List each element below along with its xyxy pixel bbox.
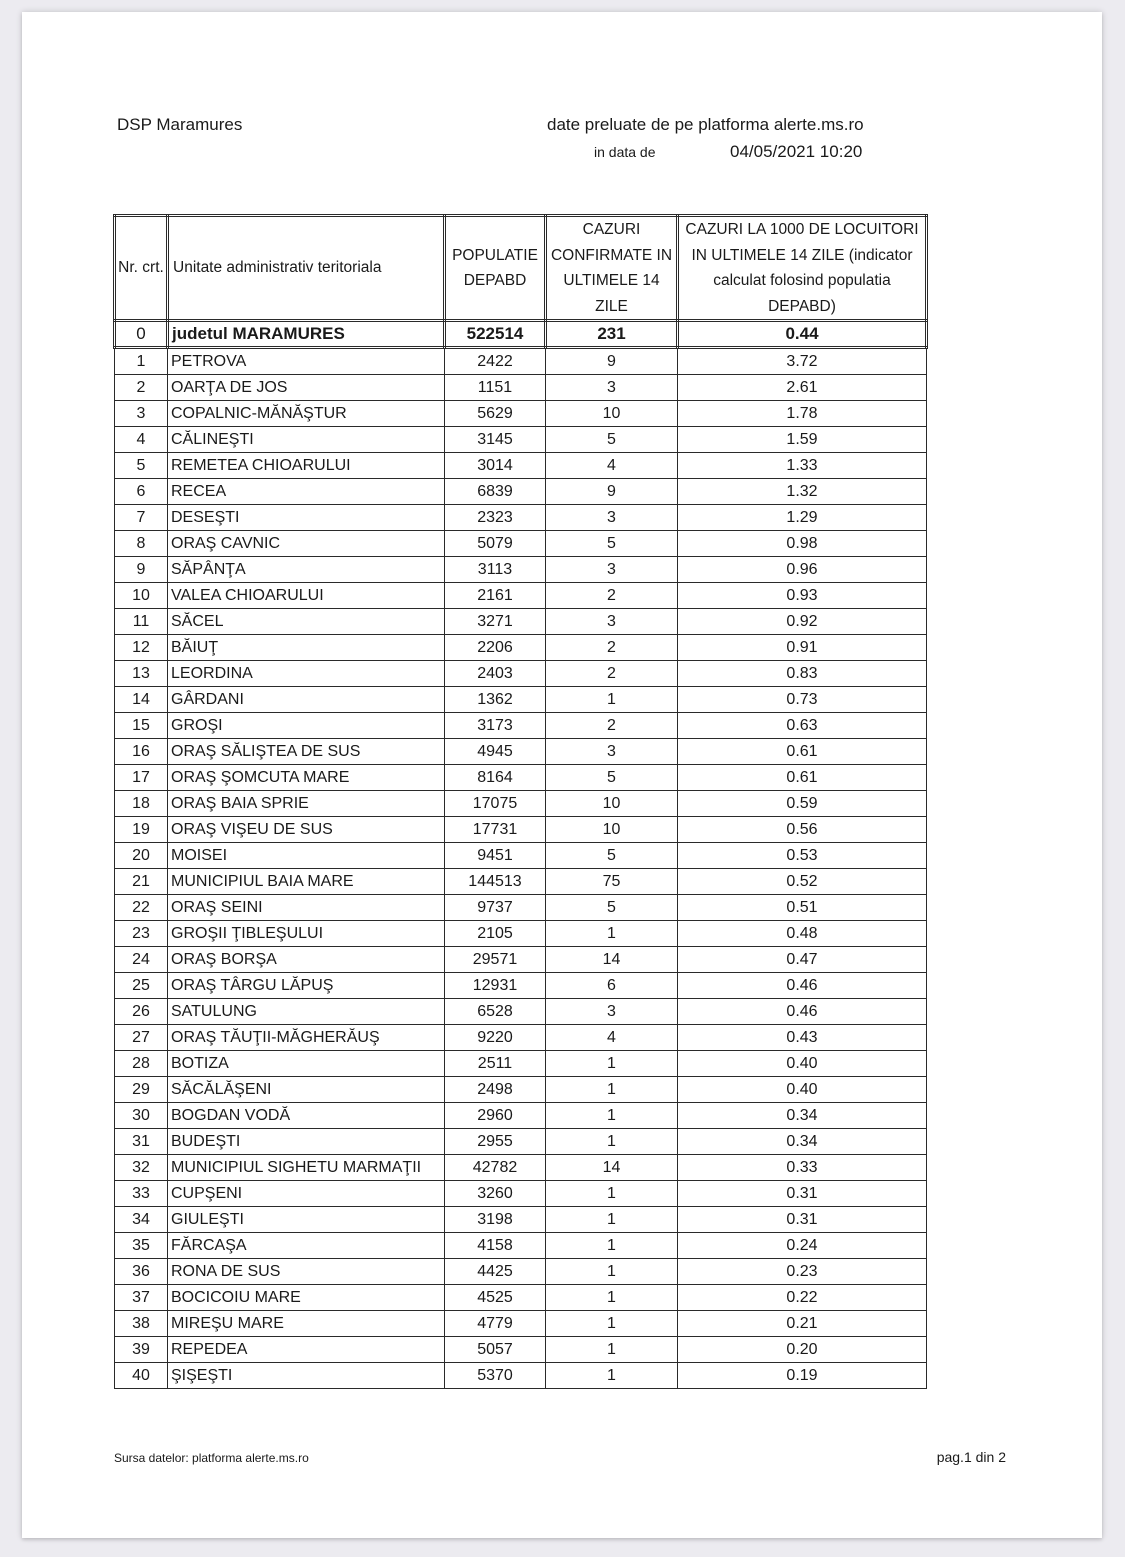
table-row [115, 1337, 927, 1363]
cell-name: ORAŞ SEINI [168, 895, 445, 921]
cell-population: 5370 [445, 1363, 546, 1389]
cell-cases: 1 [546, 1233, 678, 1259]
cell-cases: 1 [546, 921, 678, 947]
cell-nr: 10 [115, 583, 168, 609]
cell-rate: 0.51 [678, 895, 927, 921]
cell-cases: 1 [546, 1311, 678, 1337]
cell-cases: 2 [546, 635, 678, 661]
cell-cases: 14 [546, 947, 678, 973]
cell-cases: 3 [546, 505, 678, 531]
cell-rate: 0.56 [678, 817, 927, 843]
cell-population: 3198 [445, 1207, 546, 1233]
cell-rate: 1.33 [678, 453, 927, 479]
cell-nr: 34 [115, 1207, 168, 1233]
table-row [115, 895, 927, 921]
cell-rate: 0.31 [678, 1181, 927, 1207]
cell-cases: 4 [546, 1025, 678, 1051]
cell-rate: 2.61 [678, 375, 927, 401]
cell-population: 3173 [445, 713, 546, 739]
cell-population: 3260 [445, 1181, 546, 1207]
cell-population: 12931 [445, 973, 546, 999]
table-header-block [115, 216, 927, 348]
cell-rate: 0.47 [678, 947, 927, 973]
table-row [115, 635, 927, 661]
cell-nr: 4 [115, 427, 168, 453]
cell-nr: 40 [115, 1363, 168, 1389]
cell-name: BĂIUŢ [168, 635, 445, 661]
cell-name: ORAŞ SĂLIŞTEA DE SUS [168, 739, 445, 765]
cell-cases: 9 [546, 479, 678, 505]
cell-nr: 13 [115, 661, 168, 687]
cell-nr: 16 [115, 739, 168, 765]
cell-cases: 231 [546, 321, 678, 348]
cell-population: 9220 [445, 1025, 546, 1051]
cell-rate: 1.29 [678, 505, 927, 531]
table-row [115, 1207, 927, 1233]
cell-name: BUDEŞTI [168, 1129, 445, 1155]
cell-population: 4945 [445, 739, 546, 765]
cell-population: 4425 [445, 1259, 546, 1285]
table-row [115, 1129, 927, 1155]
cell-nr: 36 [115, 1259, 168, 1285]
table-row [115, 1259, 927, 1285]
cell-nr: 18 [115, 791, 168, 817]
table-header-row [115, 216, 927, 321]
cell-cases: 75 [546, 869, 678, 895]
cell-rate: 0.48 [678, 921, 927, 947]
cell-cases: 1 [546, 1129, 678, 1155]
cell-name: ORAŞ TĂUŢII-MĂGHERĂUŞ [168, 1025, 445, 1051]
cell-cases: 2 [546, 583, 678, 609]
table-row [115, 713, 927, 739]
table-row [115, 557, 927, 583]
cell-name: RONA DE SUS [168, 1259, 445, 1285]
cell-name: ORAŞ ŞOMCUTA MARE [168, 765, 445, 791]
cell-rate: 3.72 [678, 348, 927, 375]
cell-rate: 0.53 [678, 843, 927, 869]
cell-name: GÂRDANI [168, 687, 445, 713]
column-header-rate: CAZURI LA 1000 DE LOCUITORI IN ULTIMELE 14 ZILE (indicator calculat folosind populatia DEPABD) [678, 216, 927, 321]
table-row [115, 1077, 927, 1103]
cell-population: 2161 [445, 583, 546, 609]
table-row [115, 1363, 927, 1389]
cell-population: 6528 [445, 999, 546, 1025]
cell-nr: 14 [115, 687, 168, 713]
cell-nr: 29 [115, 1077, 168, 1103]
cell-name: MOISEI [168, 843, 445, 869]
cell-population: 9451 [445, 843, 546, 869]
page-number: pag.1 din 2 [936, 1449, 1006, 1465]
cell-name: BOCICOIU MARE [168, 1285, 445, 1311]
cell-rate: 0.98 [678, 531, 927, 557]
cell-rate: 0.24 [678, 1233, 927, 1259]
cases-table [113, 214, 925, 1389]
table-row [115, 479, 927, 505]
column-header-unit: Unitate administrativ teritoriala [168, 216, 445, 321]
cell-name: VALEA CHIOARULUI [168, 583, 445, 609]
table-row [115, 869, 927, 895]
cell-rate: 0.61 [678, 765, 927, 791]
cell-cases: 10 [546, 817, 678, 843]
table-row [115, 947, 927, 973]
cell-cases: 3 [546, 999, 678, 1025]
cell-nr: 3 [115, 401, 168, 427]
cell-name: judetul MARAMURES [168, 321, 445, 348]
cell-population: 9737 [445, 895, 546, 921]
table-row [115, 583, 927, 609]
cell-rate: 0.46 [678, 999, 927, 1025]
cell-population: 4525 [445, 1285, 546, 1311]
cell-nr: 12 [115, 635, 168, 661]
cell-rate: 0.93 [678, 583, 927, 609]
table-body [115, 348, 927, 1389]
cell-population: 17731 [445, 817, 546, 843]
date-label: in data de [594, 144, 656, 160]
cell-cases: 1 [546, 1259, 678, 1285]
cell-population: 6839 [445, 479, 546, 505]
cell-nr: 23 [115, 921, 168, 947]
footer-source: Sursa datelor: platforma alerte.ms.ro [114, 1451, 309, 1465]
cell-rate: 0.19 [678, 1363, 927, 1389]
cell-name: ŞIŞEŞTI [168, 1363, 445, 1389]
cell-cases: 1 [546, 687, 678, 713]
table-row [115, 921, 927, 947]
cell-name: ORAŞ TÂRGU LĂPUŞ [168, 973, 445, 999]
cell-nr: 21 [115, 869, 168, 895]
cell-population: 3271 [445, 609, 546, 635]
cell-nr: 22 [115, 895, 168, 921]
cell-rate: 1.78 [678, 401, 927, 427]
cell-rate: 0.96 [678, 557, 927, 583]
cell-cases: 1 [546, 1077, 678, 1103]
cell-cases: 3 [546, 609, 678, 635]
table-row [115, 505, 927, 531]
document-page [22, 12, 1102, 1538]
cell-nr: 33 [115, 1181, 168, 1207]
cell-cases: 5 [546, 843, 678, 869]
cell-rate: 0.59 [678, 791, 927, 817]
cell-cases: 1 [546, 1103, 678, 1129]
cell-nr: 35 [115, 1233, 168, 1259]
table-row [115, 375, 927, 401]
table-row [115, 1311, 927, 1337]
table-row [115, 427, 927, 453]
table-row [115, 1181, 927, 1207]
cell-population: 5079 [445, 531, 546, 557]
cell-population: 2206 [445, 635, 546, 661]
column-header-cases: CAZURI CONFIRMATE IN ULTIMELE 14 ZILE [546, 216, 678, 321]
cell-name: BOTIZA [168, 1051, 445, 1077]
cell-name: GIULEŞTI [168, 1207, 445, 1233]
cell-nr: 32 [115, 1155, 168, 1181]
table-row [115, 973, 927, 999]
cell-name: COPALNIC-MĂNĂŞTUR [168, 401, 445, 427]
cell-cases: 10 [546, 401, 678, 427]
cell-nr: 8 [115, 531, 168, 557]
cell-rate: 0.21 [678, 1311, 927, 1337]
cell-rate: 0.34 [678, 1103, 927, 1129]
cell-rate: 0.92 [678, 609, 927, 635]
cell-nr: 6 [115, 479, 168, 505]
cell-rate: 0.83 [678, 661, 927, 687]
cell-population: 17075 [445, 791, 546, 817]
cell-nr: 37 [115, 1285, 168, 1311]
cell-nr: 25 [115, 973, 168, 999]
cell-nr: 24 [115, 947, 168, 973]
column-header-population: POPULATIE DEPABD [445, 216, 546, 321]
cell-population: 2323 [445, 505, 546, 531]
table-row [115, 817, 927, 843]
cell-nr: 27 [115, 1025, 168, 1051]
table-row [115, 843, 927, 869]
cell-rate: 0.91 [678, 635, 927, 661]
cell-nr: 17 [115, 765, 168, 791]
cell-population: 2960 [445, 1103, 546, 1129]
table-row [115, 609, 927, 635]
cell-population: 5629 [445, 401, 546, 427]
cell-name: MUNICIPIUL SIGHETU MARMAŢII [168, 1155, 445, 1181]
cell-name: GROŞII ŢIBLEŞULUI [168, 921, 445, 947]
cell-population: 4779 [445, 1311, 546, 1337]
cell-cases: 2 [546, 661, 678, 687]
table-row [115, 999, 927, 1025]
cell-population: 1151 [445, 375, 546, 401]
cell-name: REPEDEA [168, 1337, 445, 1363]
cell-name: ORAŞ BORŞA [168, 947, 445, 973]
cell-cases: 1 [546, 1363, 678, 1389]
cell-name: FĂRCAŞA [168, 1233, 445, 1259]
cell-rate: 0.61 [678, 739, 927, 765]
cell-rate: 0.63 [678, 713, 927, 739]
cell-cases: 10 [546, 791, 678, 817]
cell-cases: 6 [546, 973, 678, 999]
cell-name: CĂLINEŞTI [168, 427, 445, 453]
cell-population: 2105 [445, 921, 546, 947]
cell-name: RECEA [168, 479, 445, 505]
organization-name: DSP Maramures [117, 115, 243, 134]
cell-name: SĂCĂLĂŞENI [168, 1077, 445, 1103]
cell-rate: 0.43 [678, 1025, 927, 1051]
cell-cases: 9 [546, 348, 678, 375]
cell-name: MUNICIPIUL BAIA MARE [168, 869, 445, 895]
cell-nr: 19 [115, 817, 168, 843]
cell-name: MIREŞU MARE [168, 1311, 445, 1337]
cell-population: 4158 [445, 1233, 546, 1259]
table-row [115, 401, 927, 427]
cell-name: ORAŞ BAIA SPRIE [168, 791, 445, 817]
table-row [115, 1233, 927, 1259]
cell-population: 2511 [445, 1051, 546, 1077]
cell-name: BOGDAN VODĂ [168, 1103, 445, 1129]
cell-name: ORAŞ CAVNIC [168, 531, 445, 557]
cell-name: SĂCEL [168, 609, 445, 635]
cell-nr: 1 [115, 348, 168, 375]
cell-cases: 14 [546, 1155, 678, 1181]
cell-population: 2403 [445, 661, 546, 687]
cell-name: OARŢA DE JOS [168, 375, 445, 401]
cell-name: PETROVA [168, 348, 445, 375]
cell-cases: 2 [546, 713, 678, 739]
table-row [115, 1103, 927, 1129]
table-row [115, 791, 927, 817]
cell-name: SATULUNG [168, 999, 445, 1025]
cell-name: REMETEA CHIOARULUI [168, 453, 445, 479]
cell-population: 42782 [445, 1155, 546, 1181]
cell-cases: 1 [546, 1285, 678, 1311]
cell-cases: 1 [546, 1207, 678, 1233]
table-row [115, 348, 927, 375]
cell-population: 522514 [445, 321, 546, 348]
table-row [115, 739, 927, 765]
cell-nr: 39 [115, 1337, 168, 1363]
table-row [115, 661, 927, 687]
date-value: 04/05/2021 10:20 [730, 142, 863, 161]
cell-name: SĂPÂNŢA [168, 557, 445, 583]
cell-population: 29571 [445, 947, 546, 973]
table-row [115, 453, 927, 479]
cell-population: 5057 [445, 1337, 546, 1363]
cell-nr: 0 [115, 321, 168, 348]
county-total-row [115, 321, 927, 348]
cell-rate: 0.33 [678, 1155, 927, 1181]
cell-cases: 5 [546, 531, 678, 557]
cell-rate: 0.20 [678, 1337, 927, 1363]
cell-cases: 5 [546, 895, 678, 921]
cell-rate: 1.59 [678, 427, 927, 453]
cell-cases: 3 [546, 375, 678, 401]
cell-rate: 0.23 [678, 1259, 927, 1285]
cell-population: 8164 [445, 765, 546, 791]
cell-rate: 0.22 [678, 1285, 927, 1311]
cell-cases: 5 [546, 427, 678, 453]
cell-population: 2955 [445, 1129, 546, 1155]
cell-nr: 30 [115, 1103, 168, 1129]
cell-population: 144513 [445, 869, 546, 895]
cell-cases: 3 [546, 557, 678, 583]
cell-name: LEORDINA [168, 661, 445, 687]
cell-rate: 0.31 [678, 1207, 927, 1233]
cell-population: 3113 [445, 557, 546, 583]
cell-nr: 2 [115, 375, 168, 401]
cell-rate: 0.44 [678, 321, 927, 348]
cell-name: ORAŞ VIŞEU DE SUS [168, 817, 445, 843]
cell-population: 1362 [445, 687, 546, 713]
cell-population: 2422 [445, 348, 546, 375]
cell-rate: 0.46 [678, 973, 927, 999]
cell-cases: 1 [546, 1051, 678, 1077]
table-row [115, 531, 927, 557]
cell-nr: 38 [115, 1311, 168, 1337]
cell-cases: 4 [546, 453, 678, 479]
table-row [115, 1285, 927, 1311]
data-source-note: date preluate de pe platforma alerte.ms.ro [547, 115, 864, 134]
cell-population: 2498 [445, 1077, 546, 1103]
cell-cases: 1 [546, 1337, 678, 1363]
cell-nr: 26 [115, 999, 168, 1025]
cell-rate: 0.73 [678, 687, 927, 713]
cell-nr: 28 [115, 1051, 168, 1077]
cell-rate: 0.40 [678, 1077, 927, 1103]
cell-rate: 1.32 [678, 479, 927, 505]
cell-population: 3145 [445, 427, 546, 453]
cell-rate: 0.34 [678, 1129, 927, 1155]
column-header-nr: Nr. crt. [115, 216, 168, 321]
cell-nr: 31 [115, 1129, 168, 1155]
table-row [115, 1051, 927, 1077]
cell-rate: 0.40 [678, 1051, 927, 1077]
cell-nr: 7 [115, 505, 168, 531]
cell-nr: 5 [115, 453, 168, 479]
cell-name: DESEŞTI [168, 505, 445, 531]
cell-cases: 1 [546, 1181, 678, 1207]
cell-rate: 0.52 [678, 869, 927, 895]
cell-name: CUPŞENI [168, 1181, 445, 1207]
table-row [115, 687, 927, 713]
cell-nr: 15 [115, 713, 168, 739]
cell-nr: 11 [115, 609, 168, 635]
cell-cases: 5 [546, 765, 678, 791]
table-row [115, 765, 927, 791]
cell-nr: 9 [115, 557, 168, 583]
table-row [115, 1025, 927, 1051]
table-row [115, 1155, 927, 1181]
cell-cases: 3 [546, 739, 678, 765]
cell-population: 3014 [445, 453, 546, 479]
cell-name: GROŞI [168, 713, 445, 739]
cell-nr: 20 [115, 843, 168, 869]
